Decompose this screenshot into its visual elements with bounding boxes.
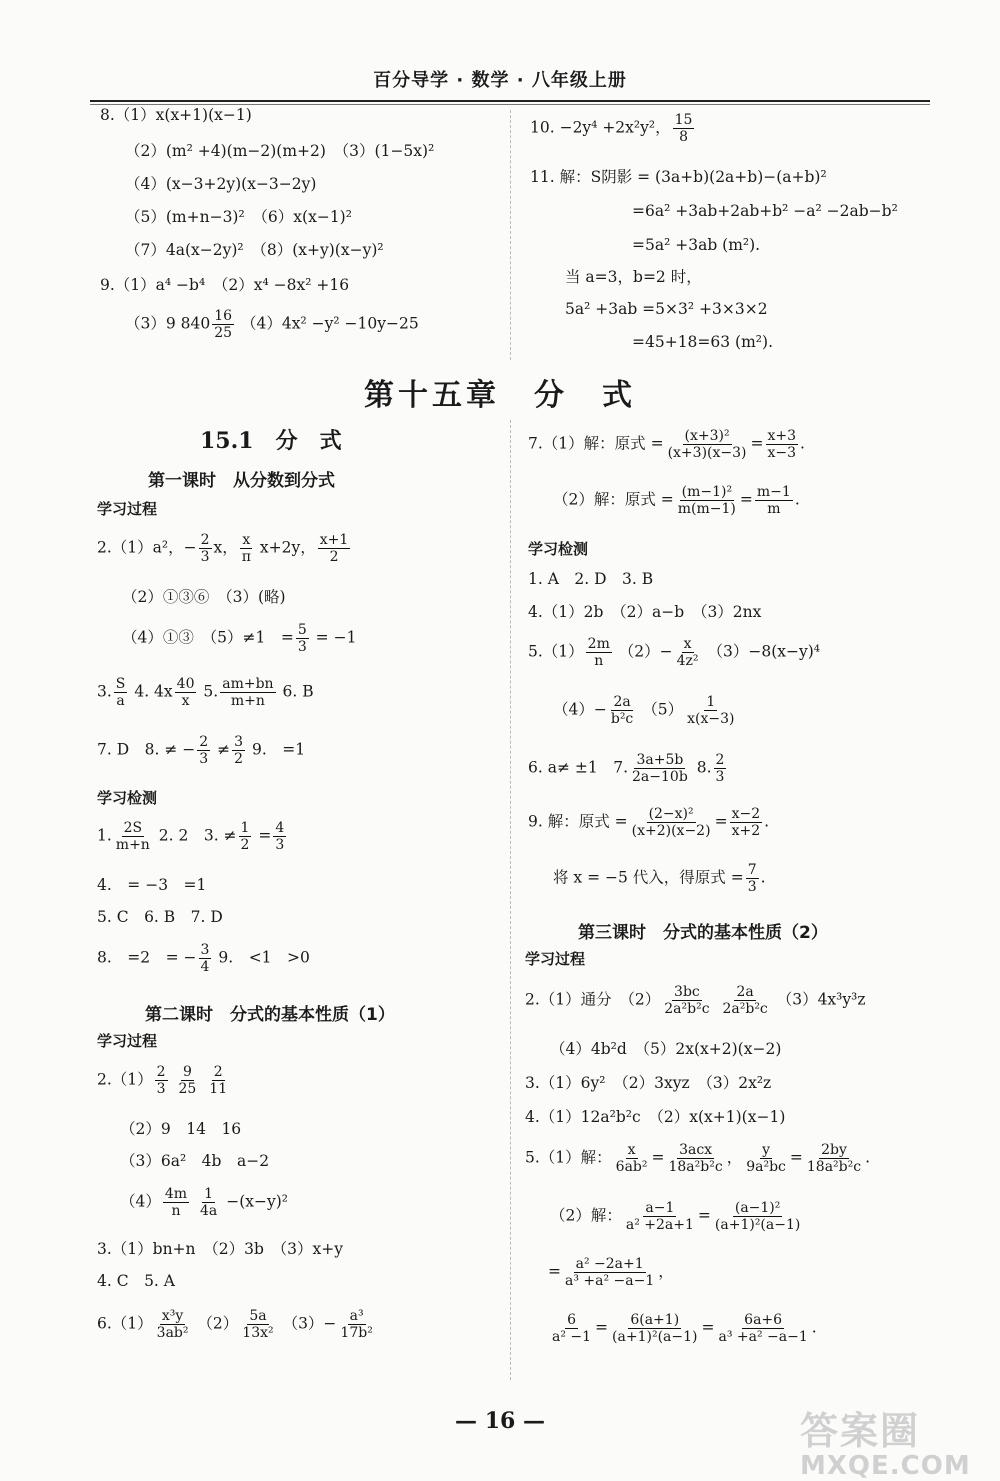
column-divider-bottom xyxy=(510,420,511,1380)
fraction: $\frac{2a}{\text{b²c}}$ xyxy=(610,694,634,728)
fraction: $\frac{x}{\text{6ab²}}$ xyxy=(615,1142,648,1176)
fraction: $\frac{3}{4}$ xyxy=(200,942,210,976)
lesson2-check-6-8: 6. a≠ ±1 7. $\frac{3a+5b}{2a-10b}$ 8. $\frac{2}{3}$ xyxy=(528,752,725,786)
fraction: $\frac{2a}{\text{2a²b²c}}$ xyxy=(722,984,768,1018)
fraction: $\frac{3bc}{\text{2a²b²c}}$ xyxy=(664,984,710,1018)
lesson2-check-9-sub: 将 x = −5 代入，得原式 = $\frac{7}{3}$ . xyxy=(553,862,766,896)
fraction: $\frac{2}{3}$ xyxy=(199,734,209,768)
answer-8-1: 8.（1）x(x+1)(x−1) xyxy=(100,106,252,124)
fraction: $\frac{2}{3}$ xyxy=(200,532,210,566)
lesson2-q2-2: （2）9 14 16 xyxy=(120,1120,242,1138)
fraction: $\frac{\text{x³y}}{\text{3ab²}}$ xyxy=(156,1308,189,1342)
answer-11-line4: 当 a=3，b=2 时， xyxy=(565,268,702,286)
lesson1-q3-6: 3. $\frac{S}{a}$ 4. 4x $\frac{40}{x}$ 5. $\frac{am+bn}{m+n}$ 6. B xyxy=(97,676,314,710)
fraction: $\frac{1}{2}$ xyxy=(240,820,250,854)
lesson2-check-5-4: （4）− $\frac{2a}{\text{b²c}}$ （5） $\frac{1}{x(x-3)}$ xyxy=(553,694,735,728)
header-rule xyxy=(90,100,930,102)
fraction: $\frac{15}{8}$ xyxy=(674,112,693,146)
fraction: $\frac{40}{x}$ xyxy=(176,676,195,710)
page-number: — 16 — xyxy=(455,1408,545,1434)
fraction: 3acx 18a²b²c xyxy=(668,1142,723,1176)
fraction: $\frac{2}{3}$ xyxy=(156,1064,166,1098)
answer-8-7: （7）4a(x−2y)² （8）(x+y)(x−y)² xyxy=(125,241,384,259)
answer-11-line1: 11. 解：S阴影 = (3a+b)(2a+b)−(a+b)² xyxy=(530,168,827,186)
answer-10: 10. −2y⁴ +2x²y²， $\frac{15}{8}$ xyxy=(530,112,693,146)
lesson2-q7-1: 7.（1）解：原式 = $\frac{\text{(x+3)²}}{(x+3)(x-3)}$ = $\frac{x+3}{x-3}$ . xyxy=(528,428,805,462)
lesson1-check-5-7: 5. C 6. B 7. D xyxy=(97,908,223,926)
fraction: $\frac{6}{\text{a² −1}}$ xyxy=(552,1312,592,1346)
fraction: $\frac{x-2}{x+2}$ xyxy=(731,806,761,840)
fraction: $\frac{2S}{m+n}$ xyxy=(115,820,150,854)
page-header: 百分导学 · 数学 · 八年级上册 xyxy=(373,70,627,91)
lesson2-check-4: 4.（1）2b （2）a−b （3）2nx xyxy=(528,603,762,621)
section-learning-process-1: 学习过程 xyxy=(97,500,158,518)
lesson1-q7-9: 7. D 8. ≠ − $\frac{2}{3}$ ≠ $\frac{3}{2}$ 9. =1 xyxy=(97,734,306,768)
lesson3-q2-4: （4）4b²d （5）2x(x+2)(x−2) xyxy=(550,1040,782,1058)
fraction: $\frac{\text{(x+3)²}}{(x+3)(x-3)}$ xyxy=(667,428,747,462)
fraction: $\frac{2}{11}$ xyxy=(209,1064,228,1098)
lesson3-q4: 4.（1）12a²b²c （2）x(x+1)(x−1) xyxy=(525,1108,786,1126)
fraction: $\frac{x}{\pi}$ xyxy=(241,532,251,566)
answer-11-line3: =5a² +3ab (m²). xyxy=(632,236,761,254)
column-divider-top xyxy=(510,110,511,360)
watermark-logo-text: 答案圈 xyxy=(800,1409,921,1453)
lesson2-q7-2: （2）解：原式 = $\frac{\text{(m−1)²}}{m(m-1)}$ = $\frac{m-1}{m}$ . xyxy=(553,484,800,518)
lesson-2-title: 第二课时 分式的基本性质（1） xyxy=(145,1005,395,1025)
lesson1-q2-2: （2）①③⑥ （3）(略) xyxy=(122,588,286,606)
lesson3-q3: 3.（1）6y² （2）3xyz （3）2x²z xyxy=(525,1074,772,1092)
fraction: $\frac{9}{25}$ xyxy=(178,1064,197,1098)
section-learning-check-1: 学习检测 xyxy=(97,789,158,807)
lesson2-q2-4: （4） $\frac{4m}{n}$ $\frac{1}{4a}$ −(x−y)² xyxy=(120,1186,288,1220)
fraction: $\frac{x+3}{x-3}$ xyxy=(767,428,797,462)
lesson2-q6: 6.（1） $\frac{\text{x³y}}{\text{3ab²}}$ （2） $\frac{5a}{\text{13x²}}$ （3）− $\frac{\text{a³}}{\text{17b²}}$ xyxy=(97,1308,373,1342)
fraction: $\frac{1}{x(x-3)}$ xyxy=(687,694,735,728)
fraction: $\frac{3}{2}$ xyxy=(234,734,244,768)
header-rule-thin xyxy=(90,104,930,105)
answer-11-line6: =45+18=63 (m²). xyxy=(632,333,773,351)
fraction: $\frac{\text{(a−1)²}}{\text{(a+1)²(a−1)}}$ xyxy=(714,1200,801,1234)
answer-9-3-pre: （3）9 840 xyxy=(125,314,211,333)
lesson2-check-5: 5.（1） $\frac{2m}{n}$ （2）− $\frac{x}{\text{4z²}}$ （3）−8(x−y)⁴ xyxy=(528,636,820,670)
fraction: $\frac{S}{a}$ xyxy=(115,676,126,710)
fraction: $\frac{2by}{\text{18a²b²c}}$ xyxy=(806,1142,862,1176)
lesson-1-title: 第一课时 从分数到分式 xyxy=(148,471,335,491)
fraction: $\frac{\text{a² −2a+1}}{\text{a³ +a² −a−1}}$ xyxy=(565,1256,655,1290)
fraction: $\frac{1}{4a}$ xyxy=(200,1186,218,1220)
fraction: $\frac{7}{3}$ xyxy=(747,862,757,896)
fraction: $\frac{\text{(2−x)²}}{(x+2)(x-2)}$ xyxy=(631,806,711,840)
lesson1-check-1-3: 1. $\frac{2S}{m+n}$ 2. 2 3. ≠ $\frac{1}{2}$ = $\frac{4}{3}$ xyxy=(97,820,285,854)
lesson3-q5-2: （2）解： $\frac{a-1}{\text{a² +2a+1}}$ = $\frac{\text{(a−1)²}}{\text{(a+1)²(a−1)}}$ xyxy=(550,1200,801,1234)
fraction: $\frac{2}{3}$ xyxy=(715,752,725,786)
fraction: $\frac{\text{a³}}{\text{17b²}}$ xyxy=(340,1308,373,1342)
lesson1-check-8-9: 8. =2 = − $\frac{3}{4}$ 9. <1 >0 xyxy=(97,942,310,976)
fraction: $\frac{6a+6}{\text{a³ +a² −a−1}}$ xyxy=(718,1312,808,1346)
answer-9-3-post: （4）4x² −y² −10y−25 xyxy=(241,314,419,333)
fraction: $\frac{4m}{n}$ xyxy=(164,1186,188,1220)
fraction: $\frac{5}{3}$ xyxy=(297,622,307,656)
fraction: $\frac{y}{\text{9a²bc}}$ xyxy=(746,1142,786,1176)
section-title-15-1: 15.1 分 式 xyxy=(200,428,342,454)
answer-8-5: （5）(m+n−3)² （6）x(x−1)² xyxy=(125,208,352,226)
lesson2-q2-3: （3）6a² 4b a−2 xyxy=(120,1152,270,1170)
lesson1-q2-1: 2.（1）a²，− $\frac{2}{3}$ x， $\frac{x}{\pi}$ x+2y， $\frac{x+1}{2}$ xyxy=(97,532,349,566)
fraction: $\frac{5a}{\text{13x²}}$ xyxy=(242,1308,274,1342)
answer-9-1: 9.（1）a⁴ −b⁴ （2）x⁴ −8x² +16 xyxy=(100,276,350,294)
answer-11-line2: =6a² +3ab+2ab+b² −a² −2ab−b² xyxy=(632,202,898,220)
lesson3-q2: 2.（1）通分 （2） $\frac{3bc}{\text{2a²b²c}}$ $\frac{2a}{\text{2a²b²c}}$ （3）4x³y³z xyxy=(525,984,866,1018)
lesson2-check-1-3: 1. A 2. D 3. B xyxy=(528,570,654,588)
fraction: $\frac{am+bn}{m+n}$ xyxy=(222,676,274,710)
fraction: $\frac{3a+5b}{2a-10b}$ xyxy=(632,752,688,786)
fraction: $\frac{4}{3}$ xyxy=(275,820,285,854)
lesson3-q5-4: $\frac{6}{\text{a² −1}}$ = $\frac{6(a+1)}{\text{(a+1)²(a−1)}}$ = $\frac{6a+6}{\text{a³ +a² −a−1}}$ . xyxy=(552,1312,817,1346)
lesson3-q5-3: = $\frac{\text{a² −2a+1}}{\text{a³ +a² −a−1}}$ ， xyxy=(548,1256,674,1290)
answer-9-3 xyxy=(125,308,419,341)
lesson-3-title: 第三课时 分式的基本性质（2） xyxy=(578,923,828,943)
section-learning-process-3: 学习过程 xyxy=(525,950,586,968)
lesson2-q3: 3.（1）bn+n （2）3b （3）x+y xyxy=(97,1240,344,1258)
fraction: $\frac{x+1}{2}$ xyxy=(319,532,349,566)
fraction: $\frac{x}{\text{4z²}}$ xyxy=(676,636,699,670)
section-learning-check-2: 学习检测 xyxy=(528,540,589,558)
fraction: $\frac{\text{(m−1)²}}{m(m-1)}$ xyxy=(677,484,736,518)
watermark-url: MXQE.COM xyxy=(800,1451,971,1481)
lesson2-q2-1: 2.（1） $\frac{2}{3}$ $\frac{9}{25}$ $\frac{2}{11}$ xyxy=(97,1064,228,1098)
answer-11-line5: 5a² +3ab =5×3² +3×3×2 xyxy=(565,300,768,318)
lesson3-q5-1: 5.（1）解： $\frac{x}{\text{6ab²}}$ = 3acx 18a²b²c ， $\frac{y}{\text{9a²bc}}$ = $\frac{2by}{\text{18a²b²c}}$ . xyxy=(525,1142,871,1176)
fraction: $\frac{a-1}{\text{a² +2a+1}}$ xyxy=(625,1200,694,1234)
lesson2-check-9: 9. 解：原式 = $\frac{\text{(2−x)²}}{(x+2)(x-2)}$ = $\frac{x-2}{x+2}$ . xyxy=(528,806,770,840)
section-learning-process-2: 学习过程 xyxy=(97,1032,158,1050)
answer-8-2: （2）(m² +4)(m−2)(m+2) （3）(1−5x)² xyxy=(125,142,435,160)
fraction: $\frac{2m}{n}$ xyxy=(587,636,610,670)
fraction: $\frac{6(a+1)}{\text{(a+1)²(a−1)}}$ xyxy=(612,1312,698,1346)
watermark xyxy=(800,1400,971,1481)
lesson1-q2-4: （4）①③ （5）≠1 = $\frac{5}{3}$ = −1 xyxy=(122,622,357,656)
chapter-title: 第十五章 分 式 xyxy=(364,378,636,413)
lesson2-q4-5: 4. C 5. A xyxy=(97,1272,175,1290)
answer-8-4: （4）(x−3+2y)(x−3−2y) xyxy=(125,175,317,193)
lesson1-check-4: 4. = −3 =1 xyxy=(97,876,207,894)
fraction: $\frac{16}{25}$ xyxy=(214,308,233,342)
fraction: $\frac{m-1}{m}$ xyxy=(756,484,791,518)
